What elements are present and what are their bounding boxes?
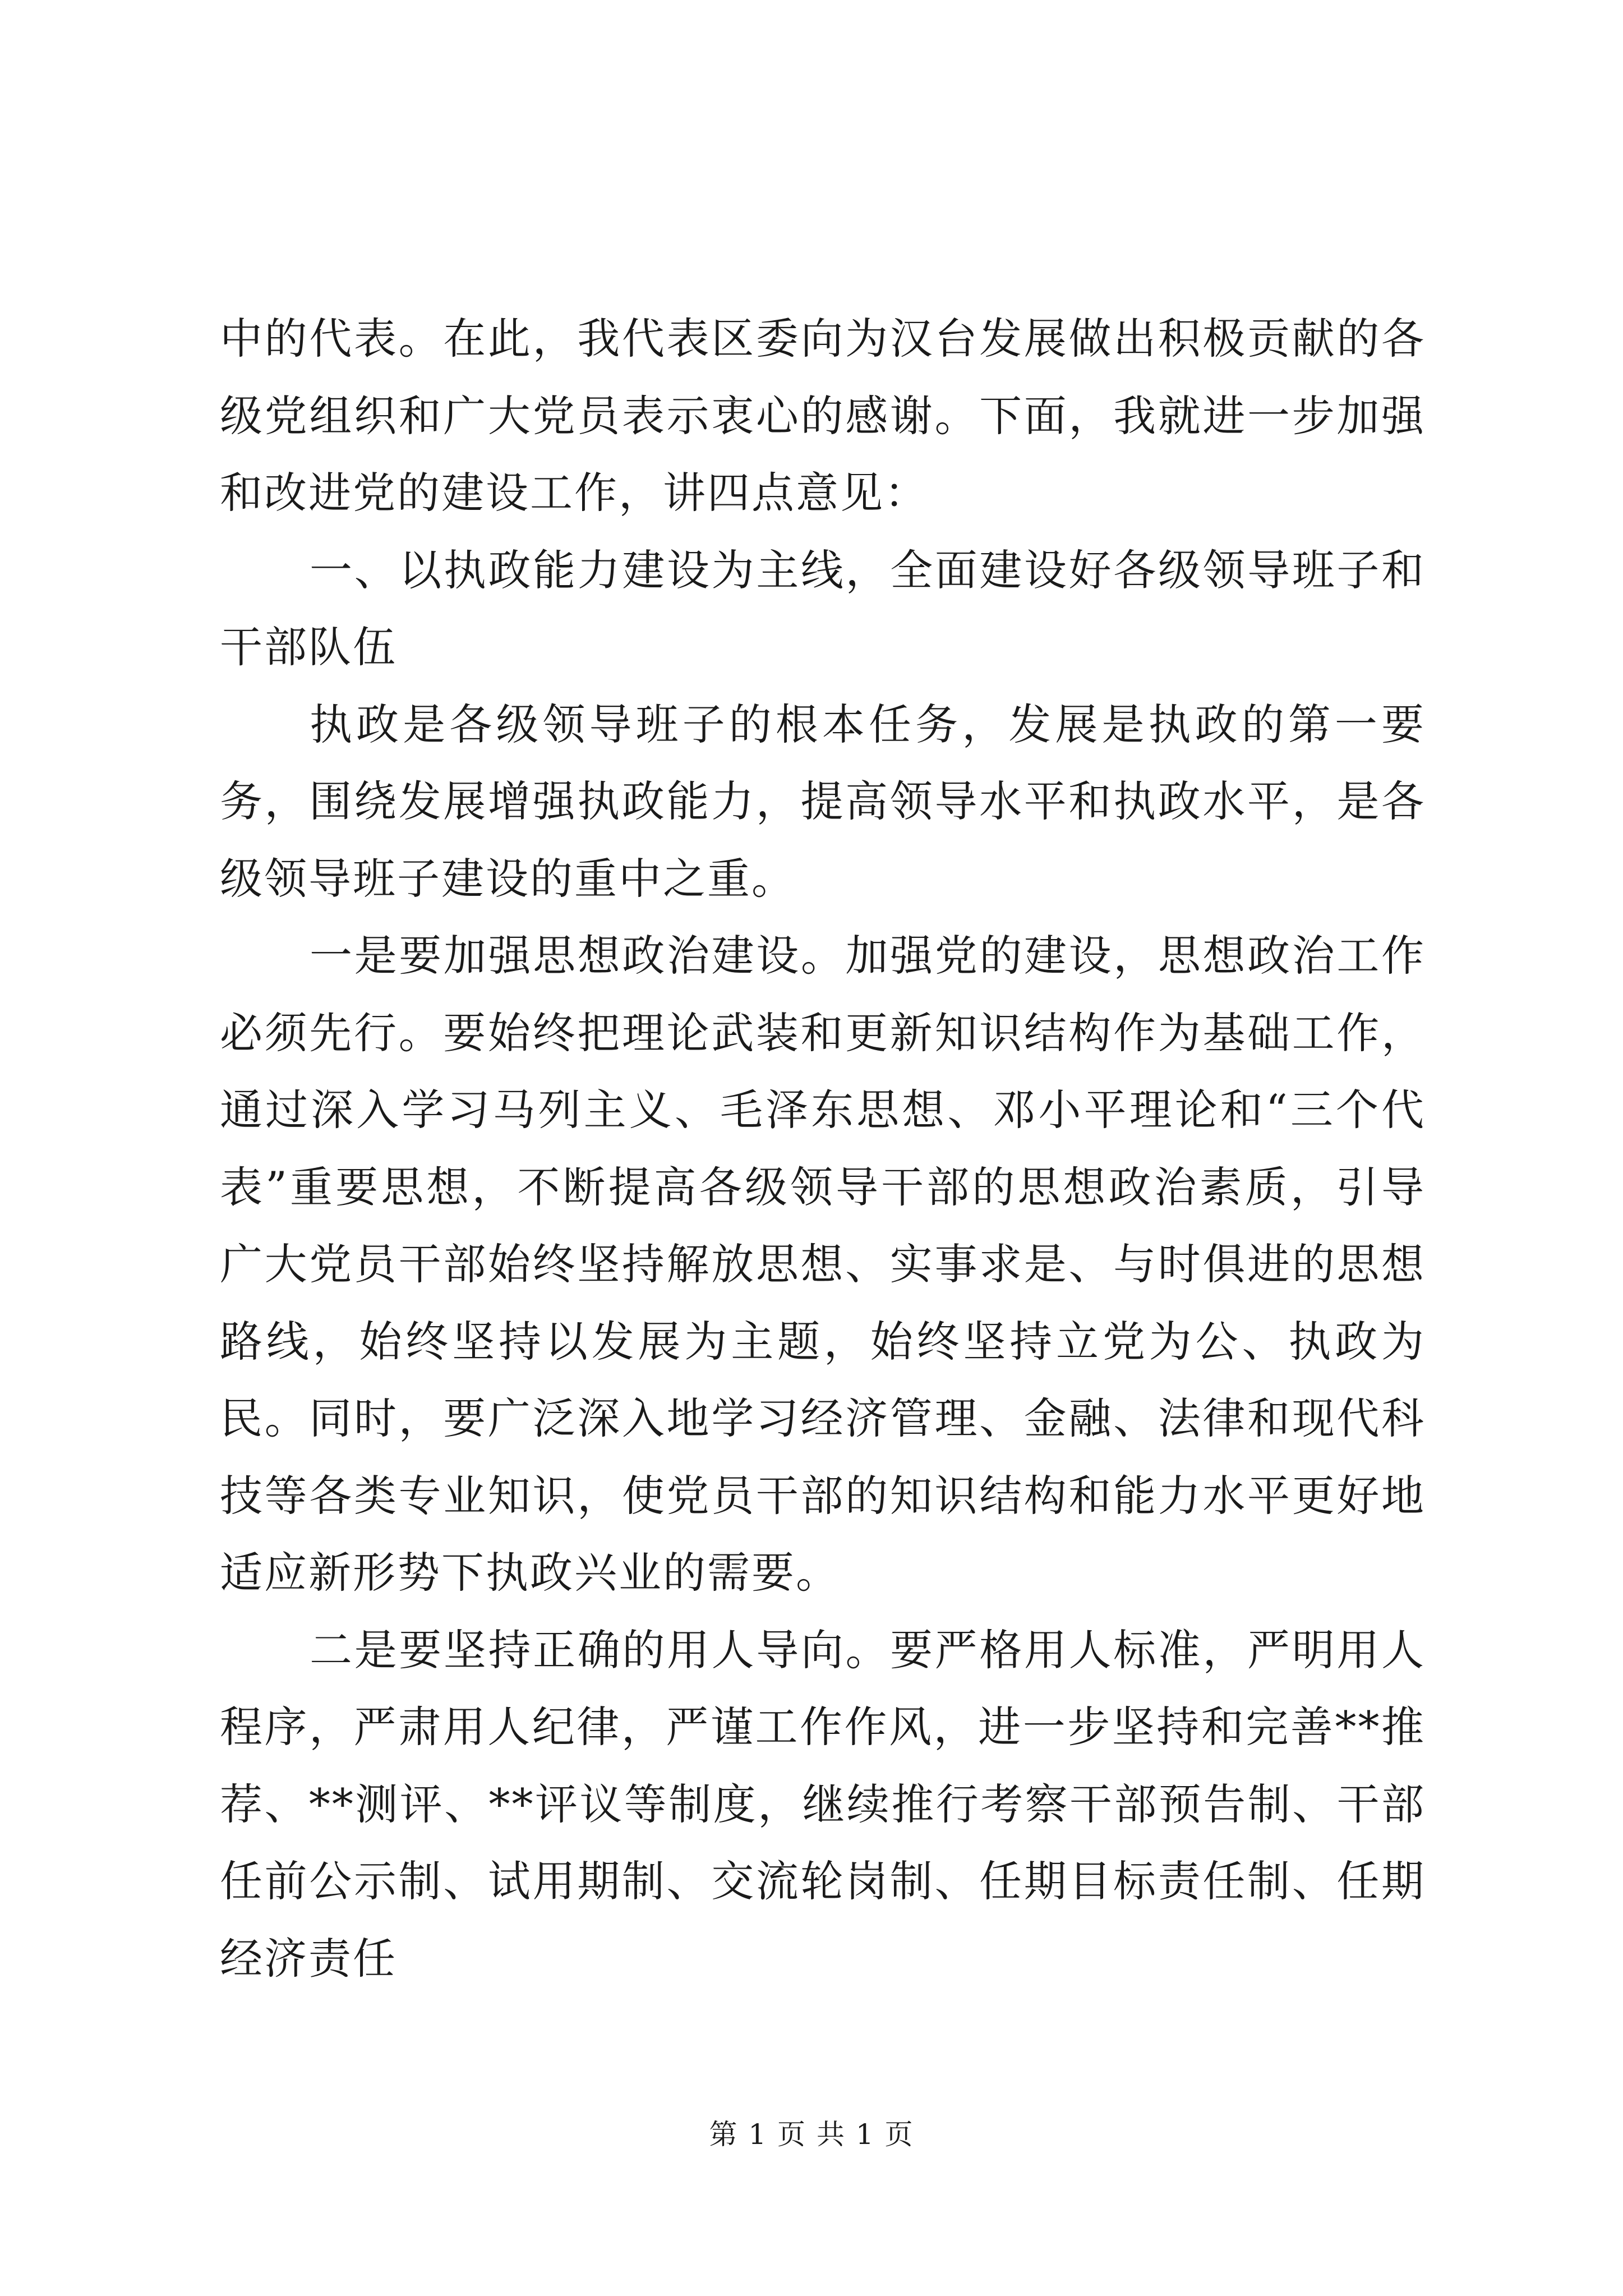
paragraph-section-1-intro: 执政是各级领导班子的根本任务，发展是执政的第一要务，围绕发展增强执政能力，提高领导水平和执政水平，是各级领导班子建设的重中之重。 xyxy=(220,699,1426,904)
section-heading-1: 一、以执政能力建设为主线，全面建设好各级领导班子和干部队伍 xyxy=(220,545,1426,672)
paragraph-point-2: 二是要坚持正确的用人导向。要严格用人标准，严明用人程序，严肃用人纪律，严谨工作作风，进一步坚持和完善**推荐、**测评、**评议等制度，继续推行考察干部预告制、干部任前公示制、试用期制、交流轮岗制、任期目标责任制、任期经济责任 xyxy=(220,1625,1426,1984)
document-body xyxy=(220,300,1426,1997)
page-footer: 第 1 页 共 1 页 xyxy=(709,2118,914,2151)
paragraph-point-1: 一是要加强思想政治建设。加强党的建设，思想政治工作必须先行。要始终把理论武装和更新知识结构作为基础工作，通过深入学习马列主义、毛泽东思想、邓小平理论和“三个代表”重要思想，不断提高各级领导干部的思想政治素质，引导广大党员干部始终坚持解放思想、实事求是、与时俱进的思想路线，始终坚持以发展为主题，始终坚持立党为公、执政为民。同时，要广泛深入地学习经济管理、金融、法律和现代科技等各类专业知识，使党员干部的知识结构和能力水平更好地适应新形势下执政兴业的需要。 xyxy=(220,931,1426,1598)
paragraph-intro-continuation: 中的代表。在此，我代表区委向为汉台发展做出积极贡献的各级党组织和广大党员表示衷心的感谢。下面，我就进一步加强和改进党的建设工作，讲四点意见： xyxy=(220,314,1426,518)
